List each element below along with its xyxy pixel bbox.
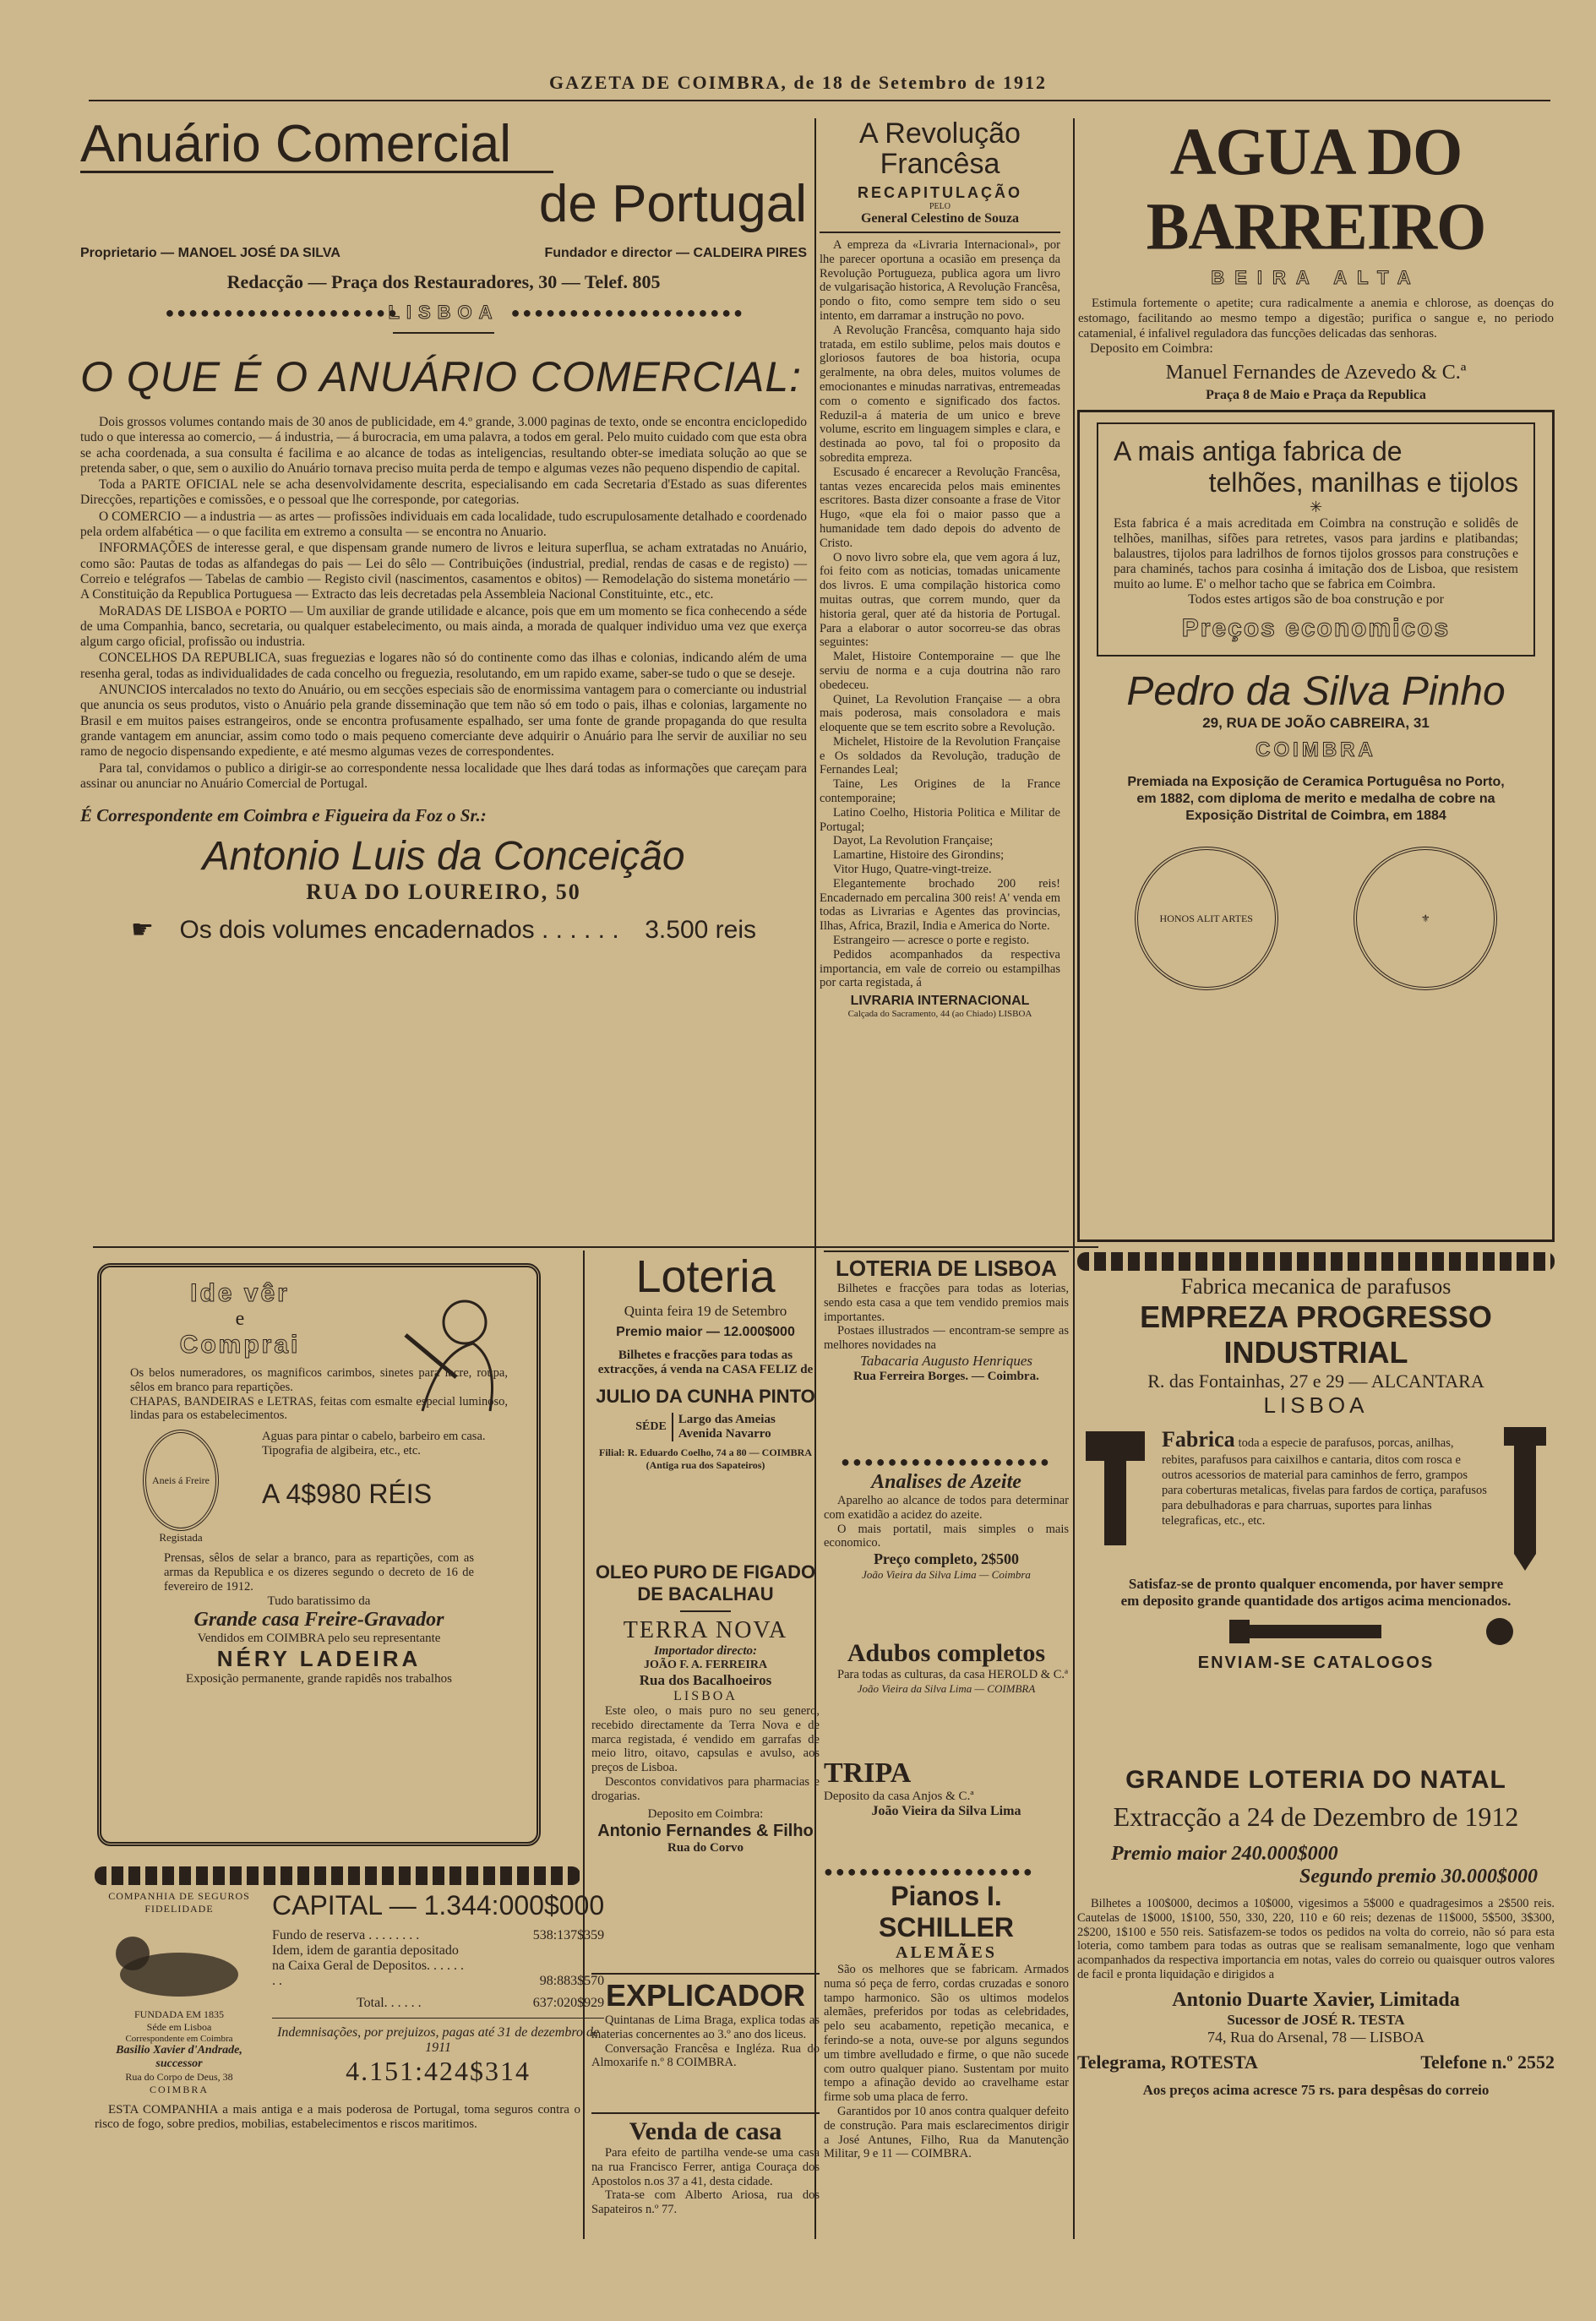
guarantee-label: Idem, idem de garantia depositado na Caixa Geral de Depositos. . . . . . . . [272, 1943, 465, 1988]
revolucao-p3: Escusado é encarecer a Revolução Francêsa, tantas vezes encarecida pelos mais eminentes escritores. Basta dizer consoante a frase de Vitor Hugo, «que ela foi o maior passo que a humanidade tem dado depois do advento de Cristo. [820, 465, 1060, 550]
loteria-natal-ad [1077, 1766, 1555, 2247]
anuario-price-text: Os dois volumes encadernados . . . . . . [179, 915, 619, 944]
anuario-p5: MoRADAS DE LISBOA e PORTO — Um auxiliar de grande utilidade e alcance, pois que em um momento se fica conhecendo a séde de uma Companhia, banco, secretaria, ou qualquer estabelecimento, ou mais ainda, a morada de qualquer individuo uma vez que exerça algum cargo oficial, profissão ou industria. [80, 603, 807, 650]
revolucao-book-5: Latino Coelho, Historia Politica e Militar de Portugal; [820, 805, 1060, 834]
loteria-lisboa-ad [824, 1250, 1069, 1445]
oleo-city: LISBOA [673, 1689, 738, 1703]
gravador-title-1: Ide vêr [190, 1279, 290, 1307]
seal-label: Aneis á Freire [152, 1474, 210, 1486]
revolucao-p5: Elegantemente brochado 200 reis! Encadernado em percalina 300 reis! A' venda em todas as Livrarias e Agentes das provincias, Ilhas, Africa, Brazil, India e America do Norte. [820, 876, 1060, 934]
loteria-prize: Premio maior — 12.000$000 [616, 1325, 795, 1339]
anuario-p3: O COMERCIO — a industria — as artes — profissões individuais em cada localidade, tudo escrupulosamente detalhado e coordenado pela ordem alfabética — o que facilita em extremo a consulta — se encontra no Anuario. [80, 509, 807, 540]
loteria-sede-label: SÉDE [635, 1420, 667, 1433]
natal-footer: Aos preços acima acresce 75 rs. para despêsas do correio [1142, 2081, 1490, 2098]
fabrica-award: Premiada na Exposição de Ceramica Portuguêsa no Porto, em 1882, com diploma de merito e medalha de cobre na Exposição Distrital de Coimbra, em 1884 [1127, 775, 1505, 823]
fabrica-precos: Preços economicos [1181, 614, 1451, 642]
adubos-by: João Vieira da Silva Lima — COIMBRA [857, 1681, 1036, 1695]
anuario-p6: CONCELHOS DA REPUBLICA, suas freguezias e logares não só do continente como das ilhas e colonias, indicando além de uma resenha geral, todas as individualidades de cada concelho ou freguezia, resolutando, em um rapido exame, saber-se tudo o que se deseje. [80, 651, 807, 681]
fabrica-text-2: Todos estes artigos são de boa construção e por [1188, 592, 1444, 607]
oleo-text: Este oleo, o mais puro no seu genero, recebido directamente da Terra Nova e de marca registada, é vendido em garrafas de meio litro, oitavo, capsulas e avulso, aos preços de Lisboa. [591, 1704, 820, 1775]
barreiro-deposit: Deposito em Coimbra: [1090, 341, 1213, 356]
loteria-ad [591, 1250, 820, 1550]
revolucao-subtitle: RECAPITULAÇÃO [858, 184, 1022, 201]
loteria-address-2: Avenida Navarro [678, 1427, 771, 1441]
fabrica-title-2: telhões, manilhas e tijolos [1208, 467, 1518, 498]
parafusos-text-2: Satisfaz-se de pronto qualquer encomenda, por haver sempre em deposito grande quantidade dos artigos acima mencionados. [1120, 1576, 1512, 1609]
medal-inscription: HONOS ALIT ARTES [1159, 912, 1253, 924]
revolucao-author: General Celestino de Souza [860, 211, 1020, 226]
azeite-ad [824, 1453, 1069, 1635]
oleo-street: Rua dos Bacalhoeiros [639, 1672, 772, 1688]
anuario-p2: Toda a PARTE OFICIAL nele se acha desenvolvidamente descrita, especialisando em cada Secretaria d'Estado as suas diferentes Direcções, repartições e comissões, e o pessoal que lhe corresponde, por categorias. [80, 477, 807, 508]
explicador-text: Quintanas de Lima Braga, explica todas as materias concernentes ao 3.º ano dos liceus. [591, 2013, 820, 2041]
gravador-line-1: Os belos numeradores, os magnificos carimbos, sinetes para lacre, roupa, sêlos em branco para repartições. [130, 1366, 508, 1394]
azeite-price: Preço completo, 2$500 [873, 1550, 1020, 1568]
revolucao-p2: A Revolução Francêsa, comquanto haja sido tratada, em estilo sublime, pelos mais doutos e gloriosos fautores de boa historia, ocupa geralmente, na obra deles, muitos volumes de emocionantes e minudas narrativas, entremeadas com o comento e significado dos factos. Reduzil-a á materia de um unico e breve volume, escrito em linguagem simples e clara, e destinada ao povo, tal foi o proposito da sobredita empreza. [820, 323, 1060, 465]
gravador-price: A 4$980 RÉIS [262, 1478, 433, 1509]
venda-title: Venda de casa [629, 2117, 782, 2145]
lotlisboa-title: LOTERIA DE LISBOA [836, 1256, 1057, 1281]
oleo-importer: Importador directo: [653, 1644, 758, 1658]
lotlisboa-text: Bilhetes e fracções para todas as loterias, sendo esta casa a que tem vendido premios mais importantes. [824, 1282, 1069, 1324]
revolucao-publisher-address: Calçada do Sacramento, 44 (ao Chiado) LISBOA [847, 1009, 1032, 1020]
natal-prize-2: Segundo premio 30.000$000 [1299, 1866, 1538, 1888]
seguros-capital: CAPITAL — 1.344:000$000 [272, 1890, 605, 1921]
gravador-line-7: Vendidos em COIMBRA pelo seu representante [197, 1631, 441, 1645]
seguros-agent: Basilio Xavier d'Andrade, successor [116, 2044, 242, 2070]
aneis-freire-seal-icon [143, 1430, 219, 1531]
pianos-title: Pianos I. SCHILLER [879, 1881, 1014, 1942]
gravador-line-2: CHAPAS, BANDEIRAS e LETRAS, feitas com esmalte especial luminoso, lindas para os estabelecimentos. [130, 1394, 508, 1423]
loteria-filial: Filial: R. Eduardo Coelho, 74 a 80 — COIMBRA [598, 1447, 812, 1458]
natal-title: GRANDE LOTERIA DO NATAL [1125, 1766, 1506, 1794]
revolucao-title: A Revolução Francêsa [859, 117, 1021, 180]
oleo-name: JOÃO F. A. FERREIRA [643, 1659, 768, 1671]
anuario-street: RUA DO LOUREIRO, 50 [306, 880, 581, 905]
oleo-deposit-name: Antonio Fernandes & Filho [597, 1821, 814, 1840]
pianos-text: São os melhores que se fabricam. Armados numa só peça de ferro, cordas cruzadas e sonoro tampo harmonico. São os ultimos modelos alemães, preferidos por todas as celebridades, pelo seu acabamento, repetição mecanica, e ferindo-se a nota, ouve-se por alguns segundos um timbre avelludado e firme, o que não sucede com outro qualquer piano. Sustentam por muito tempo a afinação devido ao cravelhame estar firme sob uma placa de ferro. [824, 1963, 1069, 2105]
natal-successor: Sucessor de JOSÉ R. TESTA [1227, 2011, 1405, 2028]
seguros-footer: ESTA COMPANHIA a mais antiga e a mais poderosa de Portugal, toma seguros contra o risco de fogo, sobre predios, mobilias, estabelecimentos e riscos maritimos. [95, 2103, 580, 2131]
azeite-by: João Vieira da Silva Lima — Coimbra [862, 1568, 1031, 1582]
pointing-hand-icon: ☛ [131, 916, 154, 945]
revolucao-francesa-ad [820, 118, 1060, 1242]
azeite-text-2: O mais portatil, mais simples o mais economico. [824, 1522, 1069, 1550]
agua-barreiro-ad [1073, 114, 1559, 406]
dots-left: ●●●●●●●●●●●●●●●●●●●● [165, 303, 400, 321]
seguros-seat: Séde em Lisboa [146, 2021, 212, 2033]
oleo-deposit-street: Rua do Corvo [667, 1840, 744, 1855]
anuario-founder: Fundador e director — CALDEIRA PIRES [544, 246, 807, 260]
fabrica-owner: Pedro da Silva Pinho [1126, 669, 1506, 714]
natal-date: Extracção a 24 de Dezembro de 1912 [1113, 1801, 1519, 1832]
revolucao-book-2: Quinet, La Revolution Française — a obra mais poderosa, mais consoladora e mais eloquente que se tem escrito sobre a Revolução. [820, 692, 1060, 735]
seguros-city: COIMBRA [149, 2084, 209, 2095]
anuario-headline: O QUE É O ANUÁRIO COMERCIAL: [80, 353, 803, 400]
reserve-value: 538:137$359 [532, 1928, 605, 1942]
gravador-line-3: Aguas para pintar o cabelo, barbeiro em casa. [262, 1430, 486, 1444]
revolucao-publisher: LIVRARIA INTERNACIONAL [850, 994, 1030, 1009]
chain-border-top [95, 1866, 580, 1885]
gravador-shop: Grande casa Freire-Gravador [193, 1608, 444, 1631]
venda-text: Para efeito de partilha vende-se uma casa na rua Francisco Ferrer, antiga Couraça dos Apostolos n.os 37 a 41, desta cidade. [591, 2146, 820, 2188]
barreiro-title: AGUA DO BARREIRO [1146, 114, 1486, 264]
oleo-title-2: DE BACALHAU [637, 1583, 774, 1605]
medal-front-icon [1135, 847, 1278, 990]
revolucao-p6: Estrangeiro — acresce o porte e registo. [833, 934, 1030, 948]
bolt-icon [1077, 1427, 1153, 1554]
seguros-address: Rua do Corpo de Deus, 38 [125, 2071, 233, 2083]
gravador-representative: NÉRY LADEIRA [216, 1645, 422, 1671]
natal-address: 74, Rua do Arsenal, 78 — LISBOA [1207, 2028, 1424, 2046]
loteria-filial-2: (Antiga rua dos Sapateiros) [645, 1459, 765, 1471]
anuario-comercial-ad [80, 115, 807, 1250]
gravador-title-2: e [235, 1308, 245, 1330]
dots-top-pianos: ●●●●●●●●●●●●●●●●●● [824, 1863, 1035, 1880]
tripa-title: TRIPA [824, 1757, 912, 1789]
parafusos-title-1: Fabrica mecanica de parafusos [1180, 1274, 1452, 1299]
total-label: Total. . . . . . [357, 1996, 422, 2010]
medal-back-icon: ⚜ [1354, 847, 1497, 990]
dots-top: ●●●●●●●●●●●●●●●●●● [841, 1453, 1052, 1470]
gravador-line-8: Exposição permanente, grande rapidês nos trabalhos [186, 1671, 452, 1686]
anuario-city: LISBOA [388, 302, 499, 323]
oleo-text-2: Descontos convidativos para pharmacias e drogarias. [591, 1774, 820, 1803]
oleo-deposit: Deposito em Coimbra: [647, 1806, 764, 1821]
revolucao-p7: Pedidos acompanhados da respectiva importancia, em vale de correio ou estampilhas por carta registada, á [820, 947, 1060, 990]
explicador-title: EXPLICADOR [605, 1978, 806, 2013]
anuario-title-2: de Portugal [538, 175, 807, 233]
pianos-text-2: Garantidos por 10 anos contra qualquer defeito de construção. Para mais esclarecimentos dirigir a José Antunes, Filho, Rua da Manutenção Militar, 9 e 11 — COIMBRA. [824, 2104, 1069, 2161]
revolucao-book-4: Taine, Les Origines de la France contemporaine; [820, 777, 1060, 806]
oleo-brand: TERRA NOVA [623, 1617, 788, 1643]
oleo-title-1: OLEO PURO DE FIGADO [595, 1561, 816, 1583]
revolucao-book-1: Malet, Histoire Contemporaine — que lhe serviu de norma e a cuja doutrina não raro obedeceu. [820, 650, 1060, 692]
natal-name: Antonio Duarte Xavier, Limitada [1172, 1988, 1460, 2011]
gravador-title-3: Comprai [179, 1331, 301, 1359]
barreiro-address: Praça 8 de Maio e Praça da Republica [1206, 388, 1426, 402]
azeite-title: Analises de Azeite [871, 1471, 1021, 1493]
anuario-title-1: Anuário Comercial [80, 118, 553, 173]
seguros-corr: Correspondente em Coimbra [125, 2034, 233, 2044]
revolucao-book-7: Lamartine, Histoire des Girondins; [833, 848, 1005, 863]
parafusos-text: toda a especie de parafusos, porcas, anilhas, rebites, parafusos para caixilhos e cantaria, ditos com rosca e outros acessorios de material para caminhos de ferro, grampos para coberturas metalicas, fivelas para fardos de cortiça, parafusos para debulhadoras e para charruas, suportes para linhas telegraficas, etc., etc. [1162, 1436, 1487, 1528]
total-value: 637:020$929 [532, 1996, 605, 2010]
explicador-text-2: Conversação Francêsa e Ingléza. Rua do Almoxarife n.º 8 COIMBRA. [591, 2041, 820, 2070]
natal-prize-1: Premio maior 240.000$000 [1111, 1843, 1338, 1865]
fabrica-star-icon: ✳ [1309, 499, 1323, 515]
seguros-indem-value: 4.151:424$314 [346, 2056, 531, 2086]
venda-casa-ad [591, 2112, 820, 2247]
barreiro-text: Estimula fortemente o apetite; cura radicalmente a anemia e chlorose, as doenças do estomago, facilitando ao mesmo tempo a digestão; purifica o sangue e, no periodo catamenial, é infalivel reguladora das funcções delicadas das senhoras. [1078, 297, 1554, 341]
guarantee-value: 98:883$570 [539, 1974, 605, 1988]
anuario-correspondent-label: É Correspondente em Coimbra e Figueira da Foz o Sr.: [80, 805, 487, 826]
lotlisboa-shop: Tabacaria Augusto Henriques [859, 1352, 1033, 1369]
anuario-p8: Para tal, convidamos o publico a dirigir-se ao correspondente nessa localidade que lhes dará todas as informações que careçam para assinar ou anunciar no Anuário Comercial de Portugal. [80, 760, 807, 791]
seguros-indem: Indemnisações, por prejuizos, pagas até 31 de dezembro de 1911 [277, 2025, 600, 2055]
parafusos-fabrica: Fabrica [1162, 1427, 1235, 1452]
fabrica-text: Esta fabrica é a mais acreditada em Coimbra na construção e solidês de telhões, manilhas, sifões para retretes, vasos para jardins e platibandas; balaustres, tijolos para ladrilhos de fornos tijolos grossos para construções e para chaminés, tachos para cosinha á imitação dos de Lisboa, que resistem muito ao lume. E' o melhor tacho que se fabrica em Coimbra. [1114, 516, 1518, 591]
revolucao-book-8: Vitor Hugo, Quatre-vingt-treize. [833, 863, 992, 877]
venda-text-2: Trata-se com Alberto Ariosa, rua dos Sapateiros n.º 77. [591, 2188, 820, 2217]
adubos-title: Adubos completos [847, 1639, 1046, 1667]
cherub-engraving-icon [389, 1284, 515, 1411]
natal-text: Bilhetes a 100$000, decimos a 10$000, vigesimos a 5$000 e quadragesimos a 2$500 reis. Cautelas de 1$000, 1$100, 550, 330, 220, 110 e 60 reis; dezenas de 11$000, 5$500, 3$300, 2$200, 1$100 e 550 reis. Satisfazem-se todos os pedidos na volta do correio, não só para esta loteria, como tambem para todas as outras que se realisam semanalmente, logo que venham acompanhados da respectiva importancia em notas, vales do correio ou quaisquer outros valores de facil e pronta liquidação e dirigidos a [1077, 1897, 1555, 1981]
fabrica-title-1: A mais antiga fabrica de [1114, 436, 1403, 466]
anuario-p1: Dois grossos volumes contando mais de 30 anos de publicidade, em 4.º grande, 3.000 paginas de texto, onde se encontra enciclopedido tudo o que interessa ao comercio, — á industria, — á burocracia, em uma palavra, a todos em geral. Pelo muito cuidado com que esta obra se acha coordenada, a sua consulta é facilima e ao alcance de todas as inteligencias, resultando obter-se imediata solução ao que se pretenda saber, o que, sem o auxilio do Anuário tornava preciso muita perda de tempo e algumas vezes não pequeno dispendio de capital. [80, 415, 807, 476]
tripa-ad [824, 1757, 1069, 1859]
loteria-text: Bilhetes e fracções para todas as extracções, á venda na CASA FELIZ de [597, 1348, 814, 1376]
reserve-label: Fundo de reserva . . . . . . . . [272, 1928, 420, 1942]
gravador-line-4: Tipografia de algibeira, etc., etc. [262, 1443, 421, 1457]
loteria-date: Quinta feira 19 de Setembro [624, 1303, 787, 1319]
lotlisboa-address: Rua Ferreira Borges. — Coimbra. [853, 1369, 1039, 1383]
fabrica-city: COIMBRA [1256, 738, 1376, 761]
barreiro-name: Manuel Fernandes de Azevedo & C.ª [1165, 362, 1467, 384]
seal-registered: Registada [159, 1531, 203, 1545]
header-rule [89, 100, 1550, 101]
anuario-p4: INFORMAÇÕES de interesse geral, e que dispensam grande numero de livros e leitura superflua, se acham extratadas no Anuário, como são: Pautas de todas as alfandegas do pais — Lei do sêlo — Contribuições (industrial, predial, rendas de casas e de registo) — Correio e telégrafos — Tabelas de cambio — Registo civil (nascimentos, casamentos e obitos) — Remodelação do sistema monetário — A Constituição da Republica Portuguesa — Extracto das leis decretadas pela Assembleia Nacional Constituinte, etc., etc. [80, 541, 807, 602]
revolucao-book-6: Dayot, La Revolution Française; [833, 834, 994, 848]
azeite-text: Aparelho ao alcance de todos para determinar com exatidão a acidez do azeite. [824, 1494, 1069, 1522]
anuario-p7: ANUNCIOS intercalados no texto do Anuário, ou em secções especiais são de enormissima vantagem para o comerciante ou industrial que anuncia os seus produtos, visto o Anuário pela grande disseminação que tem não só em todo o pais, ilhas e colonias, largamente no Brasil e em muitos paises estrangeiros, onde se encontra profusamente espalhado, ser uma fonte de grande propaganda do que resulta grande vantagem em anunciar, assim como todo o mais pequeno comerciante deve adquirir o Anuário para lhe servir de auxiliar no seu ramo de negocio dispensando expediente, e até mesmo algumas vezes de correspondentes. [80, 683, 807, 760]
parafusos-city: LISBOA [1263, 1392, 1369, 1418]
fidelidade-insurance-ad [95, 1863, 605, 2218]
tripa-text: Deposito da casa Anjos & C.ª [824, 1790, 974, 1803]
natal-telephone: Telefone n.º 2552 [1420, 2051, 1555, 2073]
adubos-text: Para todas as culturas, da casa HEROLD & C.ª [837, 1668, 1068, 1681]
page-header: GAZETA DE COIMBRA, de 18 de Setembro de 1912 [549, 72, 1047, 93]
loteria-title: Loteria [635, 1251, 776, 1302]
barreiro-subtitle: BEIRA ALTA [1211, 267, 1421, 288]
freire-gravador-ad [97, 1263, 541, 1846]
anuario-owner: Proprietario — MANOEL JOSÉ DA SILVA [80, 246, 340, 260]
loteria-name: JULIO DA CUNHA PINTO [596, 1386, 815, 1407]
loteria-address-1: Largo das Ameias [678, 1413, 776, 1426]
parafusos-catalogos: ENVIAM-SE CATALOGOS [1197, 1654, 1435, 1672]
gravador-line-5: Prensas, sêlos de selar a branco, para as repartições, com as armas da Republica e os dizeres segundo o decreto de 16 de fevereiro de 1912. [164, 1551, 474, 1594]
gravador-line-6: Tudo baratissimo da [267, 1594, 371, 1608]
parafusos-title-2: EMPREZA PROGRESSO INDUSTRIAL [1140, 1299, 1492, 1370]
pianos-subtitle: ALEMÃES [896, 1943, 997, 1962]
tripa-by: João Vieira da Silva Lima [871, 1804, 1021, 1818]
revolucao-p1: A empreza da «Livraria Internacional», por lhe parecer oportuna a ocasião em presença da Revolução Portugueza, publica agora um livro de vulgarisação historica, A Revolução Francêsa, pondo o fito, como sempre tem sido o seu intento, em darramar a instrução no povo. [820, 238, 1060, 323]
oleo-bacalhau-ad [591, 1561, 820, 1967]
dog-emblem-icon [95, 1915, 264, 2008]
natal-telegram: Telegrama, ROTESTA [1077, 2051, 1258, 2073]
chain-border [1077, 1252, 1555, 1271]
seguros-founded: FUNDADA EM 1835 [133, 2008, 224, 2020]
adubos-ad [824, 1639, 1069, 1753]
parafusos-address: R. das Fontainhas, 27 e 29 — ALCANTARA [1147, 1370, 1484, 1392]
lotlisboa-text-2: Postaes illustrados — encontram-se sempre as melhores novidades na [824, 1324, 1069, 1353]
anuario-correspondent-name: Antonio Luis da Conceição [202, 834, 685, 880]
revolucao-p4: O novo livro sobre ela, que vem agora á luz, foi feito com as noticias, tomadas unicamente dos livros. E uma compilação historica como muitas outras, que correm mundo, quer da historia geral, quer até da historia de Portugal. Para a elaborar o autor socorreu-se das obras seguintes: [820, 550, 1060, 650]
bolts-row-icon [1077, 1615, 1555, 1648]
seguros-emblem: COMPANHIA DE SEGUROS FIDELIDADE [108, 1890, 250, 1915]
parafusos-ad [1077, 1249, 1555, 1747]
revolucao-by: PELO [929, 202, 951, 211]
anuario-address: Redacção — Praça dos Restauradores, 30 — Telef. 805 [226, 271, 661, 292]
explicador-ad [591, 1973, 820, 2108]
revolucao-book-3: Michelet, Histoire de la Revolution Française e Os soldados da Revolução, tradução de Fernandes Leal; [820, 734, 1060, 777]
fabrica-telhoes-ad [1077, 410, 1555, 1242]
screw-icon [1495, 1427, 1555, 1571]
dots-right: ●●●●●●●●●●●●●●●●●●●● [510, 303, 746, 321]
pianos-schiller-ad [824, 1863, 1069, 2252]
anuario-price: 3.500 reis [645, 915, 756, 944]
fabrica-address: 29, RUA DE JOÃO CABREIRA, 31 [1202, 715, 1430, 731]
